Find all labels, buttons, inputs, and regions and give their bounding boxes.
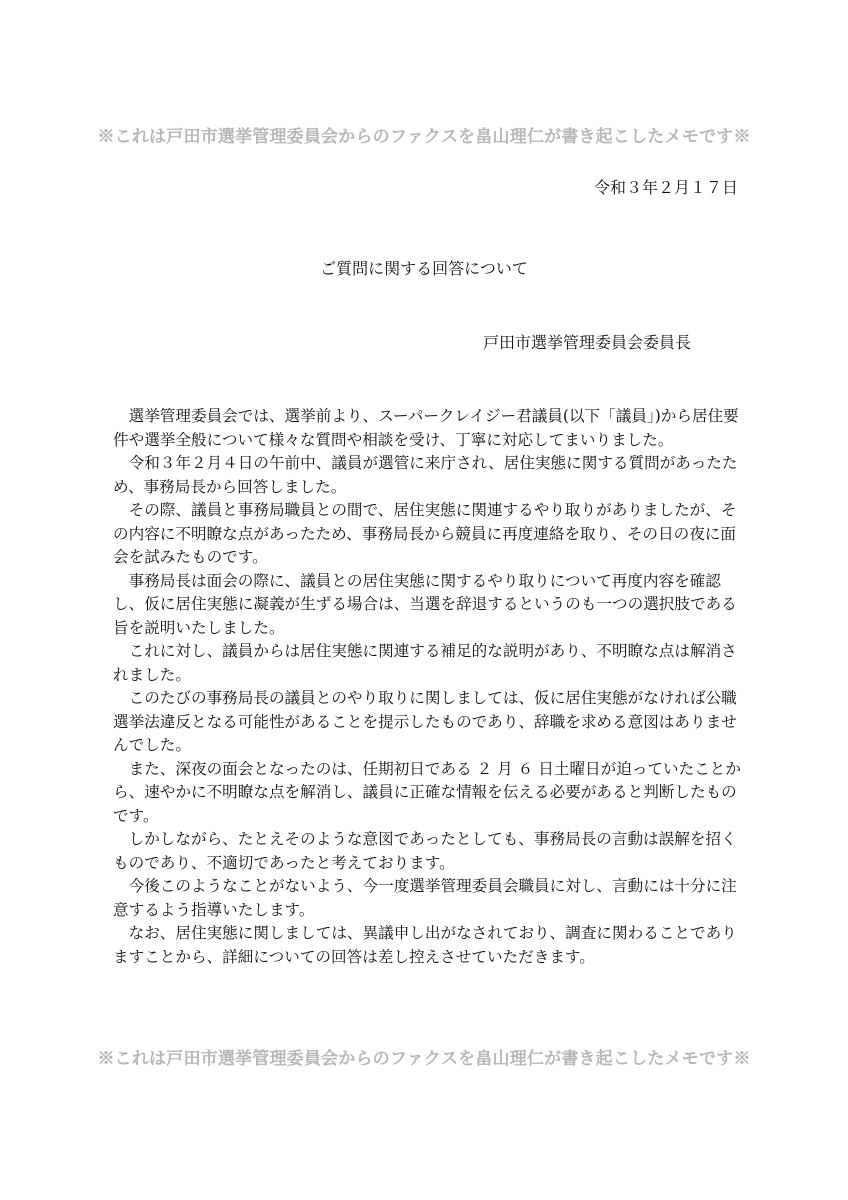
body-paragraph: これに対し、議員からは居住実態に関連する補足的な説明があり、不明瞭な点は解消されました。 bbox=[113, 642, 737, 684]
body-paragraph: また、深夜の面会となったのは、任期初日である ２ 月 ６ 日土曜日が迫っていたことから、速やかに不明瞭な点を解消し、議員に正確な情報を伝える必要があると判断したものです。 bbox=[113, 759, 741, 825]
document-date: 令和３年２月１７日 bbox=[593, 178, 738, 197]
body-paragraph: 事務局長は面会の際に、議員との居住実態に関するやり取りについて再度内容を確認し、仮に居住実態に凝義が生ずる場合は、当選を辞退するというのも一つの選択肢である旨を説明いたしました。 bbox=[113, 571, 737, 637]
body-paragraph: しかしながら、たとえそのような意図であったとしても、事務局長の言動は誤解を招くものであり、不適切であったと考えております。 bbox=[113, 830, 737, 872]
body-paragraph: その際、議員と事務局職員との間で、居住実態に関連するやり取りがありましたが、その内容に不明瞭な点があったため、事務局長から競員に再度連絡を取り、その日の夜に面会を試みたものです。 bbox=[113, 501, 737, 566]
body-paragraph: 選挙管理委員会では、選挙前より、スーパークレイジー君議員(以下「議員」)から居住要件や選挙全般について様々な質問や相談を受け、丁寧に対応してまいりました。 bbox=[113, 407, 739, 449]
body-paragraph: このたびの事務局長の議員とのやり取りに関しましては、仮に居住実態がなければ公職選挙法違反となる可能性があることを提示したものであり、辞職を求める意図はありませんでした。 bbox=[113, 689, 737, 754]
body-paragraph: 令和３年２月４日の午前中、議員が選管に来庁され、居住実態に関する質問があったため、事務局長から回答しました。 bbox=[113, 454, 738, 496]
document-body bbox=[113, 405, 749, 969]
document-subject: ご質問に関する回答について bbox=[320, 259, 528, 278]
body-paragraph: なお、居住実態に関しましては、異議申し出がなされており、調査に関わることでありますことから、詳細についての回答は差し控えさせていただきます。 bbox=[113, 924, 737, 966]
watermark-bottom: ※これは戸田市選挙管理委員会からのファクスを畠山理仁が書き起こしたメモです※ bbox=[97, 1049, 751, 1069]
watermark-top: ※これは戸田市選挙管理委員会からのファクスを畠山理仁が書き起こしたメモです※ bbox=[97, 127, 751, 147]
body-paragraph: 今後このようなことがないよう、今一度選挙管理委員会職員に対し、言動には十分に注意するよう指導いたします。 bbox=[113, 877, 737, 919]
document-sender: 戸田市選挙管理委員会委員長 bbox=[483, 333, 692, 352]
